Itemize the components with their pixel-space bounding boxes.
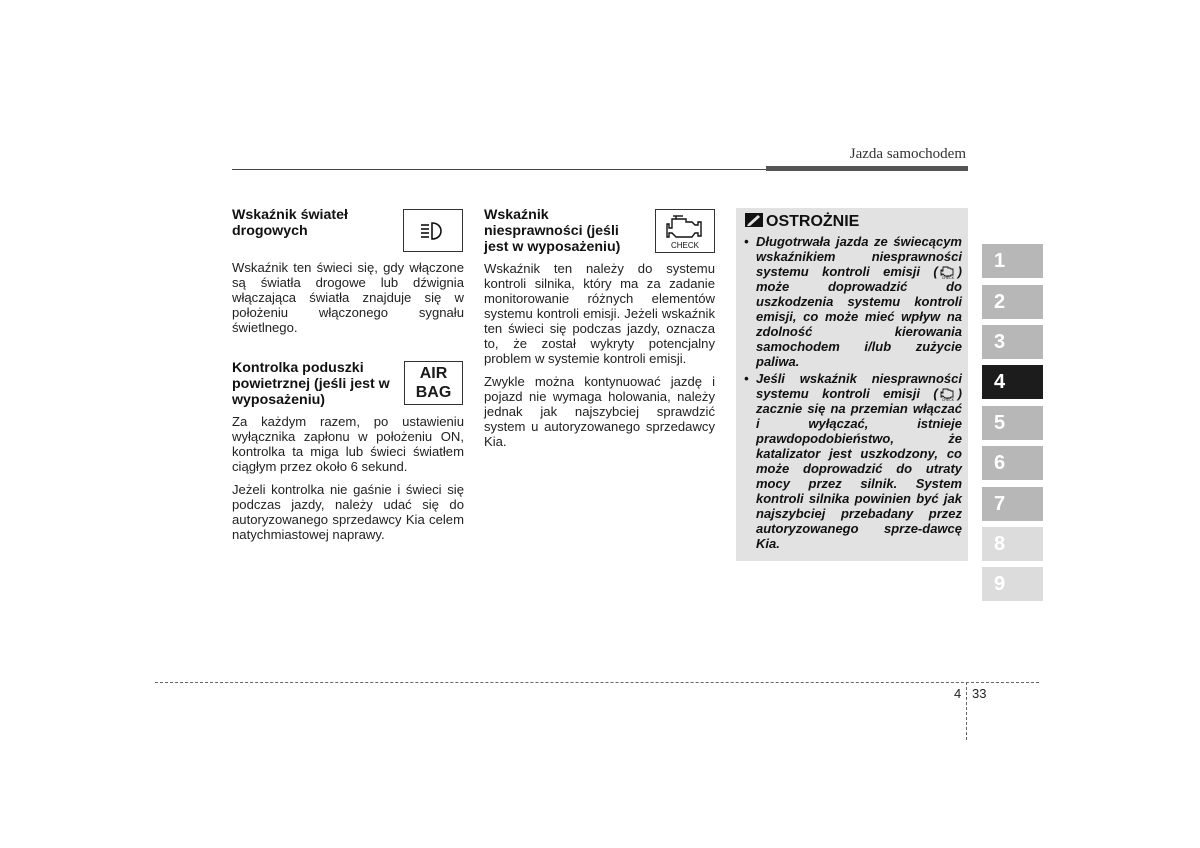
chapter-tab-7[interactable]: 7 <box>982 487 1043 521</box>
paragraph: Wskaźnik ten świeci się, gdy włączone są światła drogowe lub dźwignia włączająca światła znajduje się w położeniu włączonego sygnału świetlnego. <box>232 260 464 335</box>
footer-divider <box>966 682 967 740</box>
bullet: • <box>744 371 749 386</box>
high-beam-icon <box>403 209 463 252</box>
malfunction-heading: Wskaźnik niesprawności (jeśli jest w wyposażeniu) <box>484 207 621 255</box>
caution-item <box>744 371 962 551</box>
high-beam-description <box>232 260 464 343</box>
chapter-tab-4[interactable]: 4 <box>982 365 1043 399</box>
airbag-heading: Kontrolka poduszki powietrznej (jeśli jest w wyposażeniu) <box>232 360 390 408</box>
caution-title-text: OSTROŻNIE <box>766 213 860 230</box>
chapter-tab-8[interactable]: 8 <box>982 527 1043 561</box>
chapter-tab-2[interactable]: 2 <box>982 285 1043 319</box>
airbag-icon-label-line1: AIR <box>419 365 448 382</box>
header-rule-accent <box>766 166 968 171</box>
caution-item-text: Jeśli wskaźnik niesprawności systemu kontroli emisji ( <box>756 371 962 401</box>
pencil-warning-icon <box>745 213 763 227</box>
airbag-icon <box>404 361 463 405</box>
check-engine-icon-label: CHECK <box>670 241 700 250</box>
chapter-tab-1[interactable]: 1 <box>982 244 1043 278</box>
caution-item-text: ) zacznie się na przemian włączać i wyłączać, istnieje prawdopodobieństwo, że katalizator jest uszkodzony, co może doprowadzić do utraty mocy przez silnik. System kontroli silnika powinien być jak najszybciej przebadany przez autoryzowanego sprze-dawcę Kia. <box>756 386 962 551</box>
airbag-description <box>232 414 464 550</box>
footer-rule <box>155 682 1039 683</box>
header-rule <box>232 169 766 170</box>
page-chapter-number: 4 <box>954 686 962 701</box>
check-engine-icon <box>938 387 958 401</box>
paragraph: Jeżeli kontrolka nie gaśnie i świeci się podczas jazdy, należy udać się do autoryzowanego sprzedawcy Kia celem natychmiastowej naprawy. <box>232 482 464 542</box>
check-engine-icon <box>655 209 715 253</box>
paragraph: Za każdym razem, po ustawieniu wyłącznika zapłonu w położeniu ON, kontrolka ta miga lub świeci światłem ciągłym przez około 6 sekund. <box>232 414 464 474</box>
running-header: Jazda samochodem <box>849 146 966 162</box>
paragraph: Zwykle można kontynuować jazdę i pojazd nie wymaga holowania, należy jednak jak najszybciej sprawdzić system u autoryzowanego sprzedawcy Kia. <box>484 374 715 449</box>
check-engine-icon-label: CHECK <box>941 276 954 279</box>
page-number: 33 <box>972 686 987 701</box>
caution-list <box>744 234 962 553</box>
check-engine-icon <box>938 265 958 279</box>
bullet: • <box>744 234 749 249</box>
chapter-tab-9[interactable]: 9 <box>982 567 1043 601</box>
paragraph: Wskaźnik ten należy do systemu kontroli silnika, który ma za zadanie monitorowanie różnych elementów systemu kontroli emisji. Jeżeli wskaźnik ten świeci się podczas jazdy, oznacza to, że został wykryty potencjalny problem w systemie kontroli emisji. <box>484 261 715 366</box>
caution-item-text: ) może doprowadzić do uszkodzenia systemu kontroli emisji, co może mieć wpływ na zdolność kierowania samochodem i/lub zużycie paliwa. <box>756 264 962 369</box>
check-engine-icon-label: CHECK <box>941 398 954 401</box>
chapter-tab-3[interactable]: 3 <box>982 325 1043 359</box>
chapter-tab-5[interactable]: 5 <box>982 406 1043 440</box>
malfunction-description <box>484 261 715 457</box>
high-beam-heading: Wskaźnik świateł drogowych <box>232 207 348 239</box>
caution-title <box>745 213 859 231</box>
caution-item <box>744 234 962 369</box>
caution-item-text: Długotrwała jazda ze świecącym wskaźnikiem niesprawności systemu kontroli emisji ( <box>756 234 962 279</box>
airbag-icon-label-line2: BAG <box>415 384 452 401</box>
chapter-tab-6[interactable]: 6 <box>982 446 1043 480</box>
